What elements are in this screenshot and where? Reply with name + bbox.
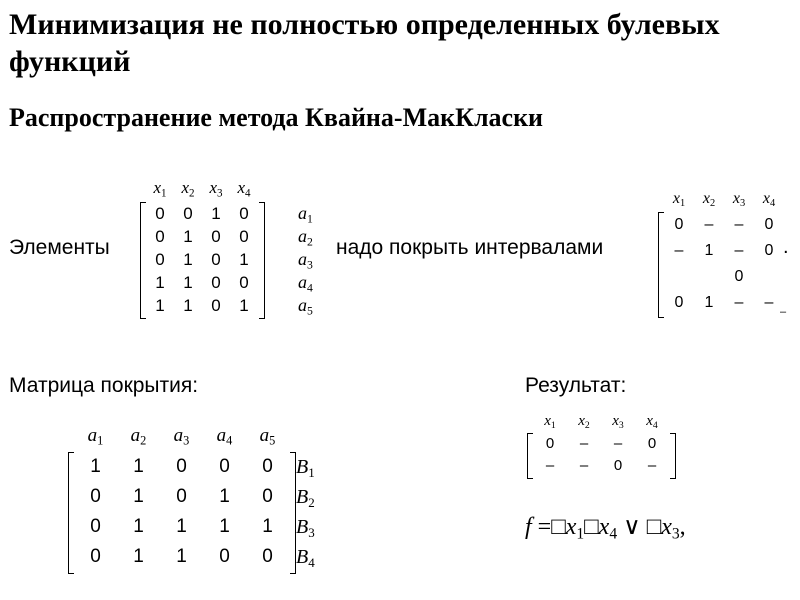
matrix-col-header: $x_3$ [209,178,223,200]
matrix-col-header: $x_4$ [762,190,776,210]
matrix-cell: 0 [176,456,187,477]
matrix-col-header: $x_4$ [237,178,251,200]
formula-x1: x [565,514,577,540]
matrix-cell: 1 [704,242,714,259]
matrix-cell: 0 [211,227,221,246]
matrix-col-header: $a_5$ [259,425,276,448]
matrix-cell: 1 [219,516,230,537]
matrix-cell: 1 [704,294,714,311]
page-subtitle: Распространение метода Квайна-МакКласки [9,103,544,132]
matrix-col-header: $x_2$ [702,190,716,210]
matrix-col-header: $x_1$ [672,190,686,210]
matrix-row-label: $B_2$ [296,486,315,510]
matrix-row-label: $a_1$ [298,203,313,226]
matrix-cell: 0 [764,216,774,233]
matrix-cell: 0 [262,546,273,567]
trailing-dot: . [783,236,789,258]
matrix-cell: 1 [239,296,249,315]
matrix-cell: – [734,242,744,259]
matrix-row-label: $B_4$ [296,546,315,570]
matrix-cell: 0 [674,216,684,233]
matrix-cell: 1 [176,516,187,537]
matrix-row-label: $a_5$ [298,295,313,318]
matrix-cell: 1 [90,456,101,477]
matrix-cell: 0 [90,486,101,507]
matrix-col-header: $x_3$ [732,190,746,210]
matrix-col-header: $x_4$ [646,413,658,431]
matrix-col-header: $x_3$ [612,413,624,431]
matrix-col-header: $x_2$ [181,178,195,200]
formula-f: f [525,514,532,540]
matrix-cell: 1 [155,273,165,292]
matrix-cell: – [734,294,744,311]
matrix-cell: – [734,216,744,233]
matrix-col-header: $x_2$ [578,413,590,431]
matrix-cell: 0 [734,268,744,285]
result-label: Результат: [525,374,627,397]
matrix-cell: 0 [613,457,623,474]
matrix-cell: 1 [155,296,165,315]
matrix-cell: 0 [211,273,221,292]
matrix-col-header: $a_1$ [87,425,104,448]
matrix-trailing-mark: – [780,306,787,318]
matrix-row-label: $a_3$ [298,249,313,272]
matrix-cell: 0 [155,227,165,246]
matrix-row-label: $a_2$ [298,226,313,249]
matrix-cell: 1 [133,546,144,567]
matrix-cell: 0 [211,296,221,315]
matrix-cell: – [545,457,555,474]
page-title: Минимизация не полностью определенных булевых функций [9,8,720,78]
matrix-cell: 1 [183,273,193,292]
matrix-cell [754,264,784,290]
matrix-cell: 0 [211,250,221,269]
matrix-cell: 0 [764,242,774,259]
matrix-col-header: $x_1$ [544,413,556,431]
matrix-cell: 0 [155,204,165,223]
formula-x3: x [661,514,672,540]
matrix-cell: 0 [183,204,193,223]
elements-label: Элементы [9,236,110,259]
result-formula [525,512,686,544]
matrix-cell [694,264,724,290]
matrix-cell: – [674,242,684,259]
matrix-cell: 0 [219,546,230,567]
formula-x3-sub: 3 [671,525,680,543]
matrix-cell: – [613,435,623,452]
cover-matrix-label: Матрица покрытия: [9,374,199,397]
matrix-cell: 0 [239,204,249,223]
matrix-row-label: $B_3$ [296,516,315,540]
matrix-cell: 1 [133,456,144,477]
formula-box-3: □ [646,514,662,540]
matrix-cell: 1 [133,516,144,537]
formula-box-1: □ [551,514,566,540]
matrix-cell: – [647,457,657,474]
formula-eq: = [531,514,552,540]
matrix-right-bracket [259,202,265,319]
matrix-cell: 1 [183,250,193,269]
matrix-cell: 0 [262,486,273,507]
matrix-cell: – [579,457,589,474]
matrix-cell: 0 [674,294,684,311]
formula-x1-sub: 1 [576,525,585,543]
matrix-row-label: $B_1$ [296,456,315,480]
matrix-cell: 1 [211,204,221,223]
matrix-cell: 0 [239,273,249,292]
matrix-col-header: $x_1$ [153,178,167,200]
formula-box-2: □ [584,514,599,540]
formula-x4: x [598,514,610,540]
matrix-cell: 1 [183,296,193,315]
matrix-cell: – [579,435,589,452]
matrix-cell: 1 [133,486,144,507]
matrix-cell: 0 [239,227,249,246]
matrix-right-bracket [670,433,676,479]
matrix-col-header: $a_3$ [173,425,190,448]
matrix-cell: 0 [155,250,165,269]
formula-or: ∨ [617,514,647,540]
formula-x4-sub: 4 [609,525,618,543]
matrix-cell: 0 [545,435,555,452]
matrix-cell: 1 [262,516,273,537]
matrix-cell: – [764,294,774,311]
matrix-cell: 0 [90,546,101,567]
matrix-row-label: $a_4$ [298,272,313,295]
matrix-cell [664,264,694,290]
matrix-col-header: $a_4$ [216,425,233,448]
matrix-cell: 0 [90,516,101,537]
matrix-cell: 0 [176,486,187,507]
matrix-cell: 0 [219,456,230,477]
matrix-cell: 1 [219,486,230,507]
formula-end: , [679,514,686,540]
cover-label: надо покрыть интервалами [336,236,604,259]
matrix-cell: 0 [647,435,657,452]
matrix-cell: 1 [239,250,249,269]
matrix-cell: 0 [262,456,273,477]
matrix-col-header: $a_2$ [130,425,147,448]
matrix-cell: 1 [176,546,187,567]
matrix-cell: – [704,216,714,233]
matrix-cell: 1 [183,227,193,246]
